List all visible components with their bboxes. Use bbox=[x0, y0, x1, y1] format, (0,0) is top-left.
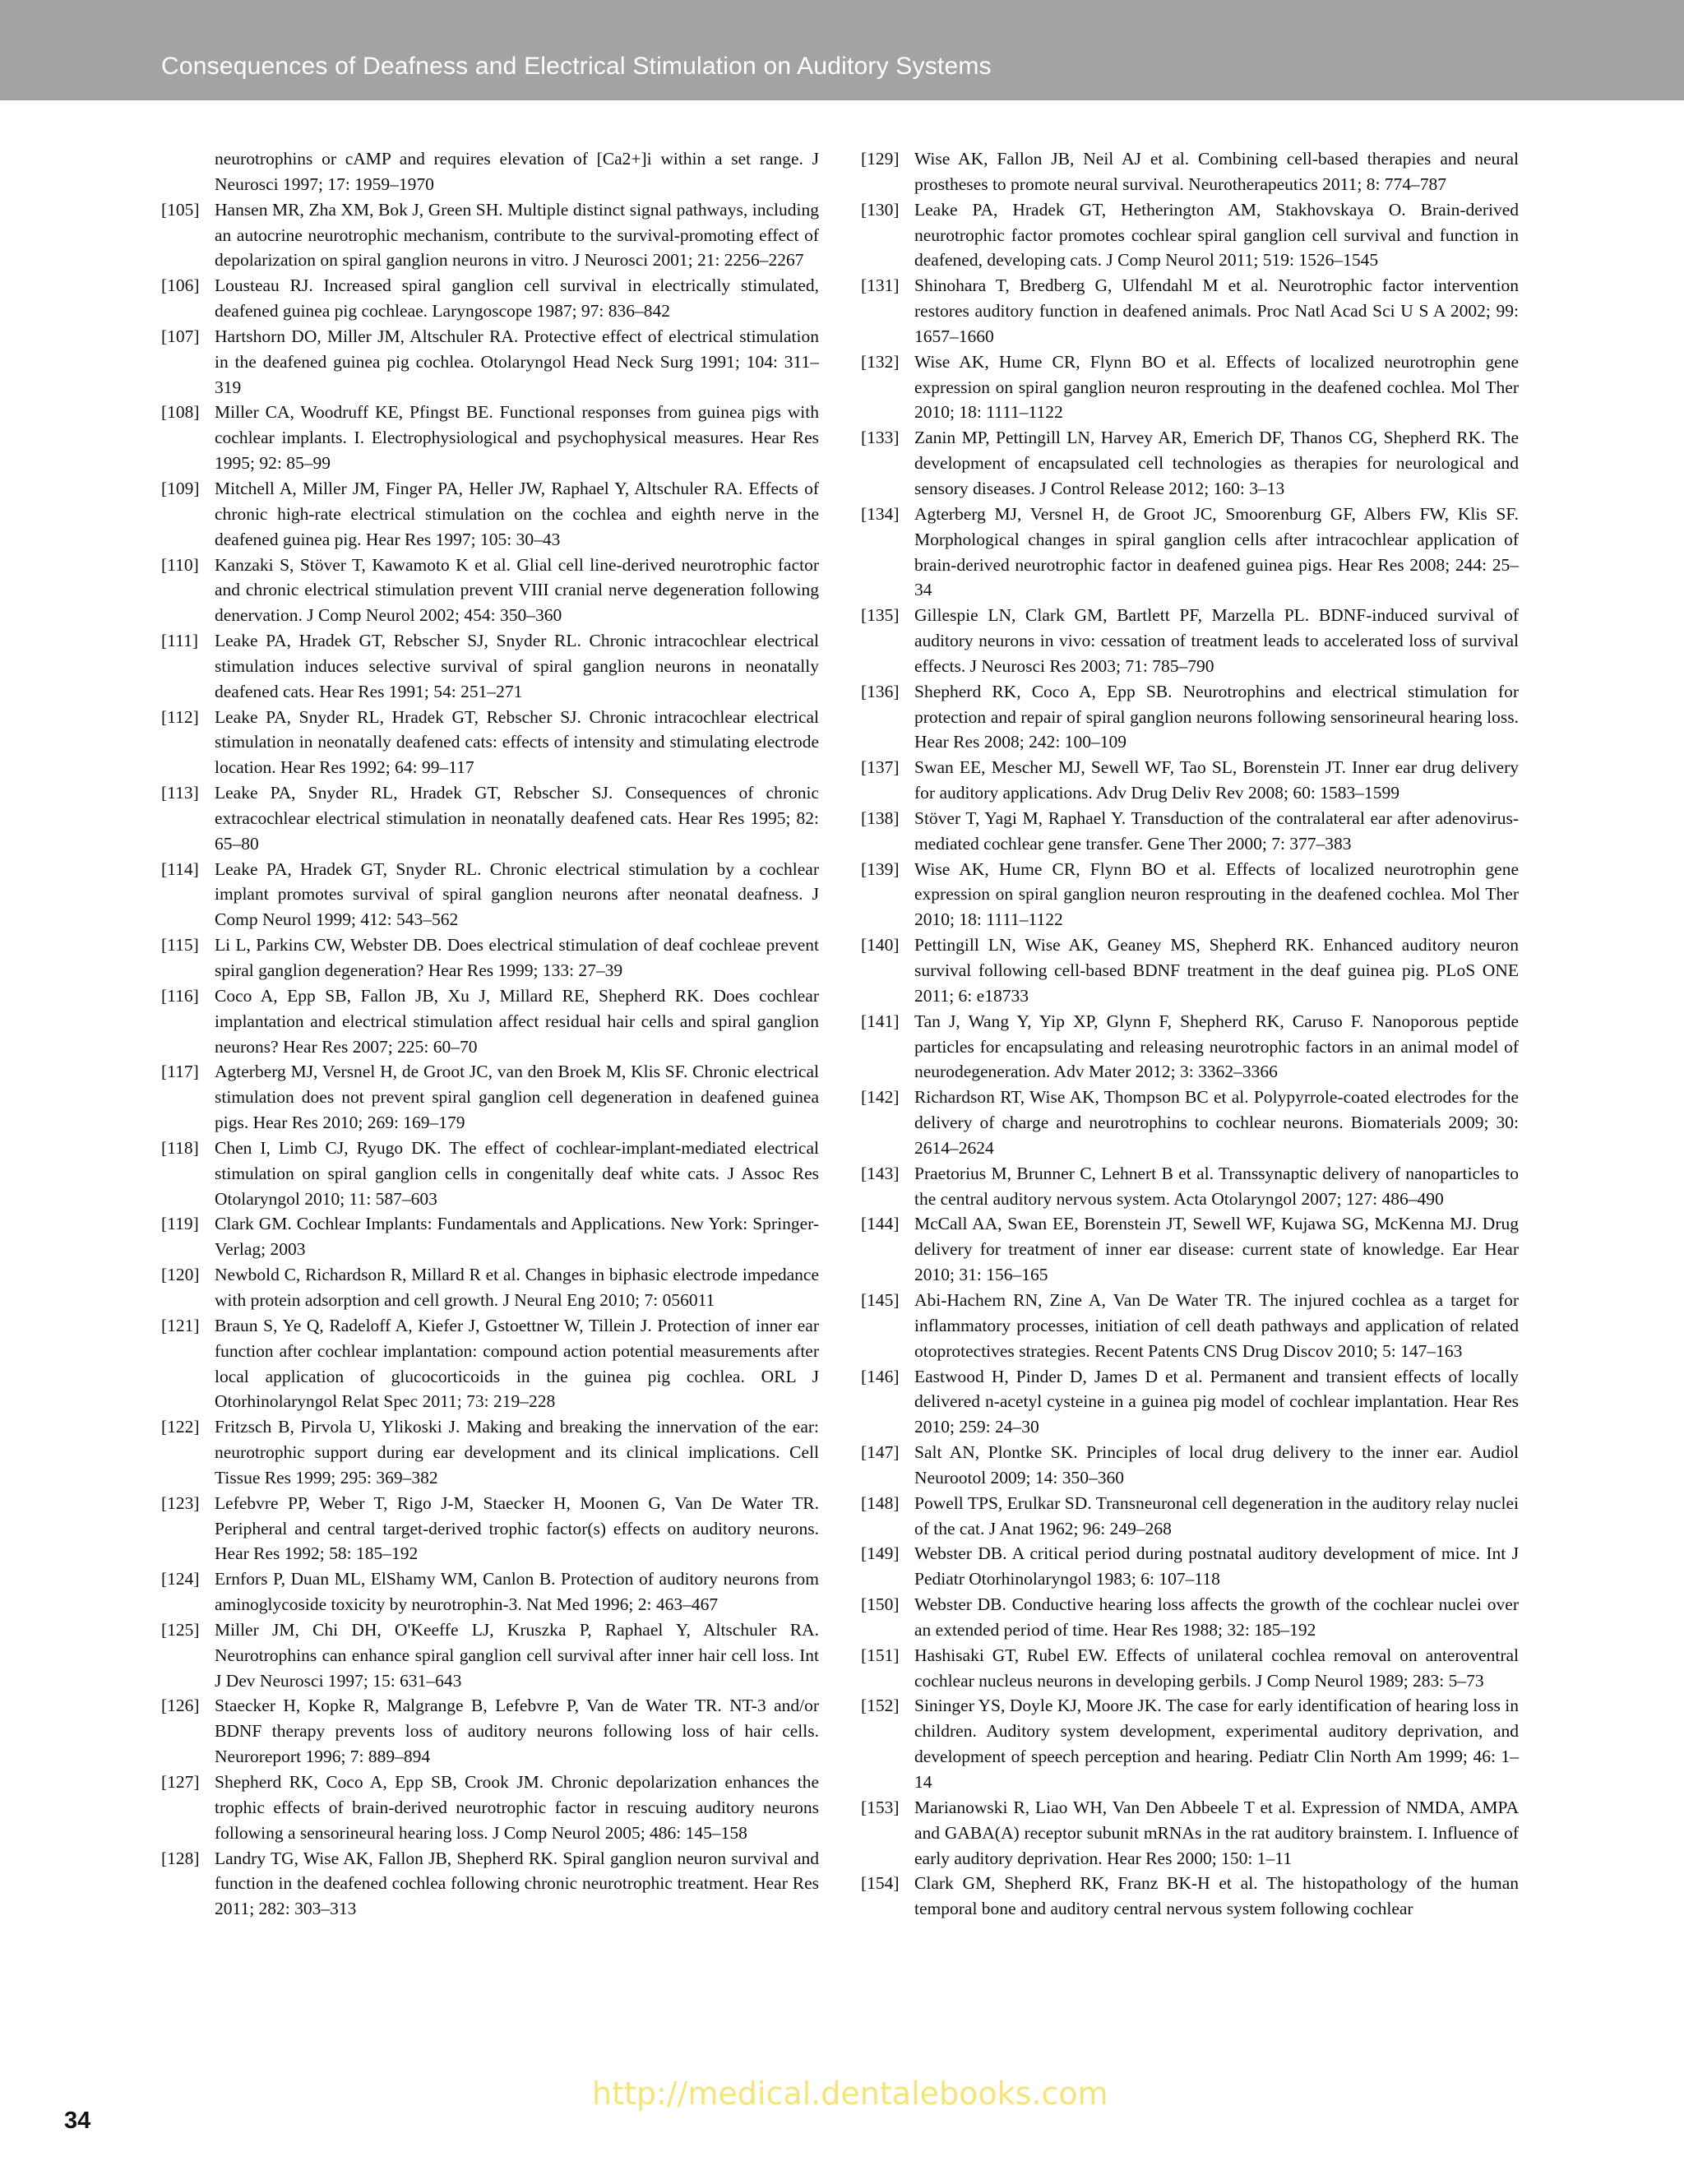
reference-entry bbox=[161, 780, 819, 857]
reference-text: Hashisaki GT, Rubel EW. Effects of unilateral cochlea removal on anteroventral cochlear nucleus neurons in developing gerbils. J Comp Neurol 1989; 283: 5–73 bbox=[914, 1645, 1519, 1691]
reference-number: [128] bbox=[161, 1848, 200, 1868]
reference-number: [152] bbox=[861, 1696, 900, 1716]
reference-entry bbox=[861, 1643, 1519, 1694]
reference-number: [125] bbox=[161, 1619, 200, 1640]
reference-number: [105] bbox=[161, 199, 200, 220]
reference-entry bbox=[161, 1136, 819, 1212]
reference-text: Miller JM, Chi DH, O'Keeffe LJ, Kruszka P, Raphael Y, Altschuler RA. Neurotrophins can enhance spiral ganglion cell survival after inner hair cell loss. Int J Dev Neurosci 1997; 15: 631–643 bbox=[215, 1619, 819, 1691]
reference-text: Leake PA, Hradek GT, Hetherington AM, Stakhovskaya O. Brain-derived neurotrophic factor promotes cochlear spiral ganglion cell survival and function in deafened, developing cats. J Comp Neurol 2011; 519: 1526–1545 bbox=[914, 199, 1519, 271]
reference-number: [141] bbox=[861, 1011, 900, 1031]
reference-entry bbox=[161, 197, 819, 274]
reference-number: [132] bbox=[861, 351, 900, 372]
reference-text: Braun S, Ye Q, Radeloff A, Kiefer J, Gstoettner W, Tillein J. Protection of inner ear function after cochlear implantation: compound action potential measurements after local application of glucocorticoids in the guinea pig cochlea. ORL J Otorhinolaryngol Relat Spec 2011; 73: 219–228 bbox=[215, 1315, 819, 1412]
reference-text: Clark GM, Shepherd RK, Franz BK-H et al. The histopathology of the human temporal bone and auditory central nervous system following cochlear bbox=[914, 1873, 1519, 1919]
reference-text: Shepherd RK, Coco A, Epp SB. Neurotrophins and electrical stimulation for protection and repair of spiral ganglion neurons following sensorineural hearing loss. Hear Res 2008; 242: 100–109 bbox=[914, 681, 1519, 752]
reference-entry bbox=[861, 932, 1519, 1009]
reference-entry bbox=[861, 273, 1519, 349]
reference-number: [138] bbox=[861, 807, 900, 828]
reference-number: [130] bbox=[861, 199, 900, 220]
reference-number: [142] bbox=[861, 1087, 900, 1108]
reference-text: Lefebvre PP, Weber T, Rigo J-M, Staecker H, Moonen G, Van De Water TR. Peripheral and central target-derived trophic factor(s) effects on auditory neurons. Hear Res 1992; 58: 185–192 bbox=[215, 1492, 819, 1564]
reference-number: [145] bbox=[861, 1289, 900, 1310]
reference-entry bbox=[161, 273, 819, 324]
reference-entry bbox=[161, 1617, 819, 1694]
reference-entry bbox=[861, 349, 1519, 426]
reference-number: [150] bbox=[861, 1594, 900, 1615]
reference-number: [133] bbox=[861, 428, 900, 448]
reference-text: Pettingill LN, Wise AK, Geaney MS, Shepherd RK. Enhanced auditory neuron survival following cell-based BDNF treatment in the deaf guinea pig. PLoS ONE 2011; 6: e18733 bbox=[914, 935, 1519, 1006]
reference-text: Powell TPS, Erulkar SD. Transneuronal cell degeneration in the auditory relay nuclei of the cat. J Anat 1962; 96: 249–268 bbox=[914, 1492, 1519, 1539]
reference-text: Wise AK, Fallon JB, Neil AJ et al. Combining cell-based therapies and neural prostheses to promote neural survival. Neurotherapeutics 2011; 8: 774–787 bbox=[914, 149, 1519, 194]
reference-number: [110] bbox=[161, 554, 199, 575]
reference-continuation: neurotrophins or cAMP and requires elevation of [Ca2+]i within a set range. J Neurosci 1997; 17: 1959–1970 bbox=[215, 149, 819, 194]
reference-number: [113] bbox=[161, 783, 199, 803]
reference-text: Eastwood H, Pinder D, James D et al. Permanent and transient effects of locally delivered n-acetyl cysteine in a guinea pig model of cochlear implantation. Hear Res 2010; 259: 24–30 bbox=[914, 1366, 1519, 1437]
reference-entry bbox=[861, 1085, 1519, 1161]
reference-entry bbox=[161, 1414, 819, 1491]
reference-number: [129] bbox=[861, 149, 900, 169]
reference-entry bbox=[161, 476, 819, 553]
reference-number: [118] bbox=[161, 1137, 199, 1158]
footer-url-link[interactable]: http://medical.dentalebooks.com bbox=[592, 2075, 1108, 2112]
reference-entry bbox=[861, 1693, 1519, 1794]
reference-entry bbox=[161, 705, 819, 781]
reference-text: Agterberg MJ, Versnel H, de Groot JC, Smoorenburg GF, Albers FW, Klis SF. Morphological changes in spiral ganglion cells after intracochlear application of brain-derived neurotrophic factor in deafened guinea pigs. Hear Res 2008; 244: 25–34 bbox=[914, 503, 1519, 600]
reference-text: Shinohara T, Bredberg G, Ulfendahl M et al. Neurotrophic factor intervention restores auditory function in deafened animals. Proc Natl Acad Sci U S A 2002; 99: 1657–1660 bbox=[914, 275, 1519, 346]
reference-text: Miller CA, Woodruff KE, Pfingst BE. Functional responses from guinea pigs with cochlear implants. I. Electrophysiological and psychophysical measures. Hear Res 1995; 92: 85–99 bbox=[215, 402, 819, 474]
reference-text: Lousteau RJ. Increased spiral ganglion cell survival in electrically stimulated, deafened guinea pig cochleae. Laryngoscope 1987; 97: 836–842 bbox=[215, 275, 819, 322]
reference-entry bbox=[861, 146, 1519, 197]
reference-entry bbox=[161, 1491, 819, 1567]
reference-text: Fritzsch B, Pirvola U, Ylikoski J. Making and breaking the innervation of the ear: neurotrophic support during ear development and its clinical implications. Cell Tissue Res 1999; 295: 369–382 bbox=[215, 1417, 819, 1488]
reference-entry bbox=[861, 502, 1519, 603]
reference-entry bbox=[861, 755, 1519, 806]
running-header bbox=[0, 0, 1684, 100]
reference-entry bbox=[161, 628, 819, 705]
reference-text: Chen I, Limb CJ, Ryugo DK. The effect of cochlear-implant-mediated electrical stimulation on spiral ganglion cells in congenitally deaf white cats. J Assoc Res Otolaryngol 2010; 11: 587–603 bbox=[215, 1137, 819, 1209]
reference-entry bbox=[861, 1592, 1519, 1643]
reference-entry bbox=[861, 1491, 1519, 1542]
reference-number: [140] bbox=[861, 935, 900, 956]
reference-number: [153] bbox=[861, 1797, 900, 1817]
reference-number: [108] bbox=[161, 402, 200, 423]
reference-entry bbox=[161, 1566, 819, 1617]
reference-entry bbox=[161, 553, 819, 629]
reference-text: Zanin MP, Pettingill LN, Harvey AR, Emerich DF, Thanos CG, Shepherd RK. The development of encapsulated cell technologies as therapies for neurological and sensory diseases. J Control Release 2012; 160: 3–13 bbox=[914, 428, 1519, 498]
reference-number: [147] bbox=[861, 1442, 900, 1463]
reference-entry bbox=[161, 1211, 819, 1262]
reference-text: Hartshorn DO, Miller JM, Altschuler RA. Protective effect of electrical stimulation in the deafened guinea pig cochlea. Otolaryngol Head Neck Surg 1991; 104: 311–319 bbox=[215, 326, 819, 397]
reference-text: Wise AK, Hume CR, Flynn BO et al. Effects of localized neurotrophin gene expression on spiral ganglion neuron resprouting in the deafened cochlea. Mol Ther 2010; 18: 1111–1122 bbox=[914, 858, 1519, 930]
reference-number: [115] bbox=[161, 935, 199, 956]
reference-number: [114] bbox=[161, 858, 199, 879]
reference-column-right bbox=[861, 146, 1519, 1922]
reference-text: Stöver T, Yagi M, Raphael Y. Transduction of the contralateral ear after adenovirus-mediated cochlear gene transfer. Gene Ther 2000; 7: 377–383 bbox=[914, 807, 1519, 854]
reference-number: [143] bbox=[861, 1163, 900, 1183]
reference-text: Abi-Hachem RN, Zine A, Van De Water TR. The injured cochlea as a target for inflammatory processes, initiation of cell death pathways and application of related otoprotectives strategies. Recent Patents CNS Drug Discov 2010; 5: 147–163 bbox=[914, 1289, 1519, 1361]
reference-entry bbox=[161, 1313, 819, 1414]
reference-text: Staecker H, Kopke R, Malgrange B, Lefebvre P, Van de Water TR. NT-3 and/or BDNF therapy prevents loss of auditory neurons following loss of hair cells. Neuroreport 1996; 7: 889–894 bbox=[215, 1696, 819, 1767]
reference-number: [154] bbox=[861, 1873, 900, 1894]
reference-text: Clark GM. Cochlear Implants: Fundamentals and Applications. New York: Springer-Verlag; 2003 bbox=[215, 1214, 819, 1260]
reference-number: [123] bbox=[161, 1492, 200, 1513]
reference-text: Richardson RT, Wise AK, Thompson BC et al. Polypyrrole-coated electrodes for the delivery of charge and neurotrophins to cochlear neurons. Biomaterials 2009; 30: 2614–2624 bbox=[914, 1087, 1519, 1158]
reference-entry bbox=[861, 1009, 1519, 1085]
reference-number: [109] bbox=[161, 478, 200, 498]
reference-text: Newbold C, Richardson R, Millard R et al. Changes in biphasic electrode impedance with protein adsorption and cell growth. J Neural Eng 2010; 7: 056011 bbox=[215, 1265, 819, 1310]
reference-text: Webster DB. A critical period during postnatal auditory development of mice. Int J Pediatr Otorhinolaryngol 1983; 6: 107–118 bbox=[914, 1543, 1519, 1589]
reference-text: Sininger YS, Doyle KJ, Moore JK. The case for early identification of hearing loss in children. Auditory system development, experimental auditory deprivation, and development of speech perception and hearing. Pediatr Clin North Am 1999; 46: 1–14 bbox=[914, 1696, 1519, 1792]
reference-text: Hansen MR, Zha XM, Bok J, Green SH. Multiple distinct signal pathways, including an autocrine neurotrophic mechanism, contribute to the survival-promoting effect of depolarization on spiral ganglion neurons in vitro. J Neurosci 2001; 21: 2256–2267 bbox=[215, 199, 819, 271]
reference-number: [107] bbox=[161, 326, 200, 346]
reference-entry bbox=[161, 324, 819, 400]
reference-number: [134] bbox=[861, 503, 900, 524]
reference-entry bbox=[161, 1262, 819, 1313]
reference-entry bbox=[861, 425, 1519, 502]
reference-entry bbox=[861, 1541, 1519, 1592]
reference-entry bbox=[861, 1440, 1519, 1491]
reference-entry bbox=[161, 932, 819, 983]
reference-number: [126] bbox=[161, 1696, 200, 1716]
reference-number: [106] bbox=[161, 275, 200, 296]
reference-entry bbox=[861, 1288, 1519, 1364]
reference-text: Leake PA, Hradek GT, Snyder RL. Chronic electrical stimulation by a cochlear implant promotes survival of spiral ganglion neurons after neonatal deafness. J Comp Neurol 1999; 412: 543–562 bbox=[215, 858, 819, 930]
reference-text: McCall AA, Swan EE, Borenstein JT, Sewell WF, Kujawa SG, McKenna MJ. Drug delivery for treatment of inner ear disease: current state of knowledge. Ear Hear 2010; 31: 156–165 bbox=[914, 1214, 1519, 1285]
page-number: 34 bbox=[64, 2108, 91, 2134]
reference-text: Wise AK, Hume CR, Flynn BO et al. Effects of localized neurotrophin gene expression on spiral ganglion neuron resprouting in the deafened cochlea. Mol Ther 2010; 18: 1111–1122 bbox=[914, 351, 1519, 423]
reference-entry bbox=[161, 857, 819, 933]
reference-entry bbox=[861, 1871, 1519, 1922]
reference-number: [122] bbox=[161, 1417, 200, 1437]
reference-number: [137] bbox=[861, 757, 900, 778]
reference-number: [144] bbox=[861, 1214, 900, 1234]
reference-entry bbox=[161, 983, 819, 1060]
reference-text: Marianowski R, Liao WH, Van Den Abbeele T et al. Expression of NMDA, AMPA and GABA(A) receptor subunit mRNAs in the rat auditory brainstem. I. Influence of early auditory deprivation. Hear Res 2000; 150: 1–11 bbox=[914, 1797, 1519, 1868]
reference-entry bbox=[161, 1846, 819, 1923]
reference-number: [119] bbox=[161, 1214, 199, 1234]
reference-entry bbox=[861, 1161, 1519, 1212]
reference-number: [131] bbox=[861, 275, 900, 296]
reference-entry bbox=[861, 806, 1519, 857]
reference-entry bbox=[161, 400, 819, 476]
reference-text: Landry TG, Wise AK, Fallon JB, Shepherd RK. Spiral ganglion neuron survival and function in the deafened cochlea following chronic neurotrophic treatment. Hear Res 2011; 282: 303–313 bbox=[215, 1848, 819, 1919]
reference-number: [117] bbox=[161, 1062, 199, 1082]
reference-text: Mitchell A, Miller JM, Finger PA, Heller JW, Raphael Y, Altschuler RA. Effects of chronic high-rate electrical stimulation on the cochlea and eighth nerve in the deafened guinea pig. Hear Res 1997; 105: 30–43 bbox=[215, 478, 819, 549]
reference-entry bbox=[161, 1059, 819, 1136]
reference-text: Tan J, Wang Y, Yip XP, Glynn F, Shepherd RK, Caruso F. Nanoporous peptide particles for encapsulating and releasing neurotrophic factors in an animal model of neurodegeneration. Adv Mater 2012; 3: 3362–3366 bbox=[914, 1011, 1519, 1082]
reference-number: [136] bbox=[861, 681, 900, 701]
reference-number: [121] bbox=[161, 1315, 200, 1335]
reference-text: Leake PA, Snyder RL, Hradek GT, Rebscher SJ. Chronic intracochlear electrical stimulation in neonatally deafened cats: effects of intensity and stimulating electrode location. Hear Res 1992; 64: 99–117 bbox=[215, 706, 819, 778]
reference-text: Gillespie LN, Clark GM, Bartlett PF, Marzella PL. BDNF-induced survival of auditory neurons in vivo: cessation of treatment leads to accelerated loss of survival effects. J Neurosci Res 2003; 71: 785–790 bbox=[914, 605, 1519, 676]
reference-entry bbox=[861, 1364, 1519, 1441]
reference-number: [127] bbox=[161, 1772, 200, 1792]
reference-number: [149] bbox=[861, 1543, 900, 1564]
reference-entry bbox=[861, 1211, 1519, 1288]
reference-entry bbox=[861, 197, 1519, 274]
reference-number: [135] bbox=[861, 605, 900, 626]
reference-text: Leake PA, Snyder RL, Hradek GT, Rebscher SJ. Consequences of chronic extracochlear electrical stimulation in neonatally deafened cats. Hear Res 1995; 82: 65–80 bbox=[215, 783, 819, 854]
reference-entry bbox=[161, 1770, 819, 1846]
reference-text: Salt AN, Plontke SK. Principles of local drug delivery to the inner ear. Audiol Neurootol 2009; 14: 350–360 bbox=[914, 1442, 1519, 1488]
reference-text: Kanzaki S, Stöver T, Kawamoto K et al. Glial cell line-derived neurotrophic factor and chronic electrical stimulation prevent VIII cranial nerve degeneration following denervation. J Comp Neurol 2002; 454: 350–360 bbox=[215, 554, 819, 626]
reference-entry bbox=[861, 679, 1519, 756]
reference-text: Agterberg MJ, Versnel H, de Groot JC, van den Broek M, Klis SF. Chronic electrical stimulation does not prevent spiral ganglion cell degeneration in deafened guinea pigs. Hear Res 2010; 269: 169–179 bbox=[215, 1062, 819, 1133]
reference-number: [151] bbox=[861, 1645, 900, 1665]
reference-number: [116] bbox=[161, 985, 199, 1006]
reference-entry bbox=[861, 857, 1519, 933]
reference-text: Webster DB. Conductive hearing loss affects the growth of the cochlear nuclei over an extended period of time. Hear Res 1988; 32: 185–192 bbox=[914, 1594, 1519, 1640]
reference-column-left bbox=[161, 146, 819, 1922]
reference-text: Li L, Parkins CW, Webster DB. Does electrical stimulation of deaf cochleae prevent spiral ganglion degeneration? Hear Res 1999; 133: 27–39 bbox=[215, 935, 819, 980]
reference-text: Shepherd RK, Coco A, Epp SB, Crook JM. Chronic depolarization enhances the trophic effects of brain-derived neurotrophic factor in rescuing auditory neurons following a sensorineural hearing loss. J Comp Neurol 2005; 486: 145–158 bbox=[215, 1772, 819, 1843]
reference-number: [111] bbox=[161, 631, 198, 651]
reference-text: Ernfors P, Duan ML, ElShamy WM, Canlon B. Protection of auditory neurons from aminoglycoside toxicity by neurotrophin-3. Nat Med 1996; 2: 463–467 bbox=[215, 1569, 819, 1615]
reference-entry bbox=[161, 1693, 819, 1770]
reference-text: Swan EE, Mescher MJ, Sewell WF, Tao SL, Borenstein JT. Inner ear drug delivery for auditory applications. Adv Drug Deliv Rev 2008; 60: 1583–1599 bbox=[914, 757, 1519, 803]
reference-number: [148] bbox=[861, 1492, 900, 1513]
reference-number: [112] bbox=[161, 706, 199, 727]
reference-number: [120] bbox=[161, 1265, 200, 1285]
reference-text: Leake PA, Hradek GT, Rebscher SJ, Snyder RL. Chronic intracochlear electrical stimulation induces selective survival of spiral ganglion neurons in neonatally deafened cats. Hear Res 1991; 54: 251–271 bbox=[215, 631, 819, 701]
reference-entry bbox=[861, 603, 1519, 679]
reference-number: [124] bbox=[161, 1569, 200, 1589]
reference-text: Praetorius M, Brunner C, Lehnert B et al. Transsynaptic delivery of nanoparticles to the central auditory nervous system. Acta Otolaryngol 2007; 127: 486–490 bbox=[914, 1163, 1519, 1209]
reference-number: [139] bbox=[861, 858, 900, 879]
reference-text: Coco A, Epp SB, Fallon JB, Xu J, Millard RE, Shepherd RK. Does cochlear implantation and electrical stimulation affect residual hair cells and spiral ganglion neurons? Hear Res 2007; 225: 60–70 bbox=[215, 985, 819, 1057]
header-title: Consequences of Deafness and Electrical Stimulation on Auditory Systems bbox=[161, 53, 992, 80]
reference-entry bbox=[861, 1795, 1519, 1872]
reference-number: [146] bbox=[861, 1366, 900, 1386]
